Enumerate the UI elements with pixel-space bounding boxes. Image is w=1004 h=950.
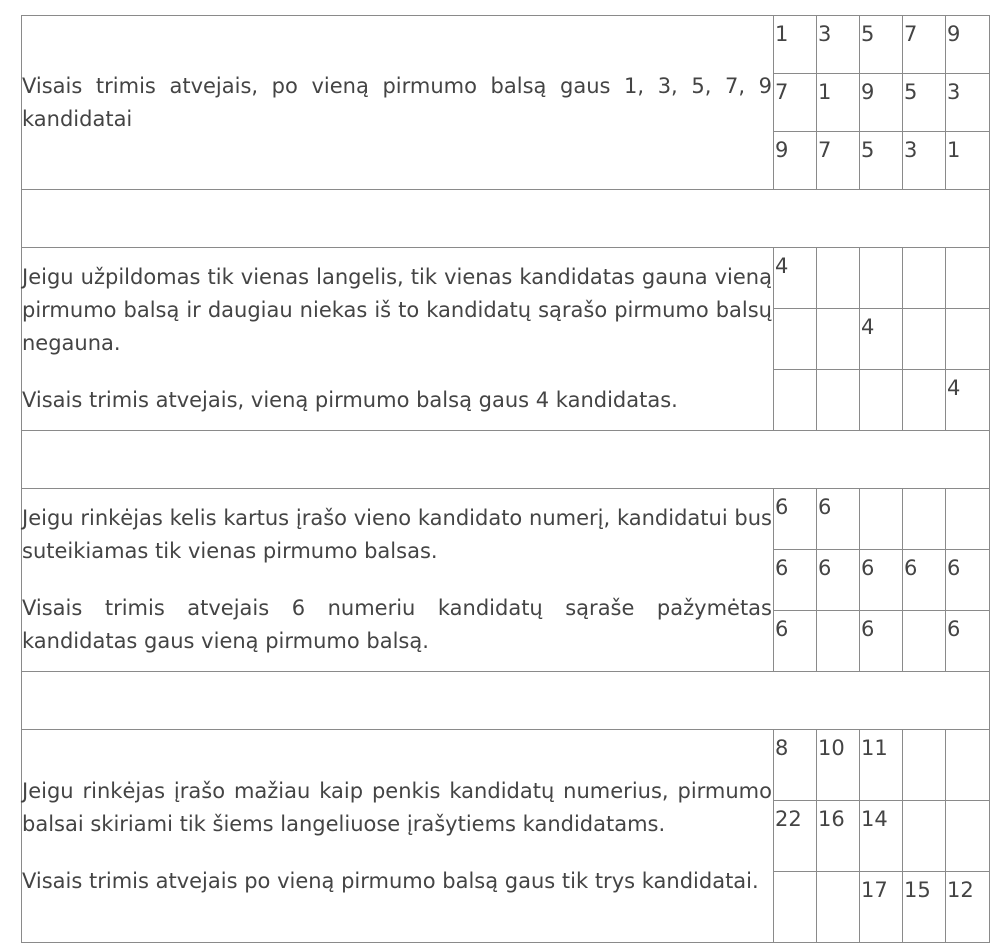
candidate-number-cell: 4	[946, 370, 990, 431]
ballot-row	[22, 248, 990, 309]
description-paragraph: Visais trimis atvejais, po vieną pirmumo balsą gaus 1, 3, 5, 7, 9 kandidatai	[22, 73, 772, 131]
example-description	[22, 16, 774, 190]
candidate-number-cell	[946, 801, 990, 872]
candidate-number-cell: 16	[817, 801, 860, 872]
candidate-number-cell: 6	[946, 550, 990, 611]
candidate-number-cell: 7	[774, 74, 817, 132]
spacer-cell	[22, 672, 990, 730]
candidate-number-cell: 15	[903, 872, 946, 943]
candidate-number-cell: 14	[860, 801, 903, 872]
spacer-row	[22, 672, 990, 730]
candidate-number-cell: 9	[774, 132, 817, 190]
candidate-number-cell	[903, 730, 946, 801]
candidate-number-cell	[903, 801, 946, 872]
candidate-number-cell	[860, 489, 903, 550]
candidate-number-cell: 3	[946, 74, 990, 132]
candidate-number-cell	[817, 248, 860, 309]
candidate-number-cell	[903, 611, 946, 672]
candidate-number-cell: 3	[903, 132, 946, 190]
candidate-number-cell: 4	[774, 248, 817, 309]
candidate-number-cell: 6	[774, 550, 817, 611]
candidate-number-cell	[903, 248, 946, 309]
candidate-number-cell	[774, 370, 817, 431]
candidate-number-cell: 6	[860, 550, 903, 611]
candidate-number-cell	[903, 309, 946, 370]
spacer-row	[22, 190, 990, 248]
candidate-number-cell	[774, 872, 817, 943]
candidate-number-cell: 4	[860, 309, 903, 370]
candidate-number-cell	[774, 309, 817, 370]
candidate-number-cell: 1	[774, 16, 817, 74]
candidate-number-cell: 22	[774, 801, 817, 872]
description-paragraph: Jeigu rinkėjas kelis kartus įrašo vieno kandidato numerį, kandidatui bus suteikiamas tik vienas pirmumo balsas.	[22, 506, 772, 563]
ballot-row	[22, 489, 990, 550]
candidate-number-cell: 11	[860, 730, 903, 801]
candidate-number-cell: 6	[860, 611, 903, 672]
spacer-cell	[22, 431, 990, 489]
description-paragraph: Jeigu užpildomas tik vienas langelis, tik vienas kandidatas gauna vieną pirmumo balsą ir daugiau niekas iš to kandidatų sąrašo pirmumo balsų negauna.	[22, 265, 772, 355]
candidate-number-cell: 6	[774, 611, 817, 672]
candidate-number-cell: 5	[860, 132, 903, 190]
candidate-number-cell: 5	[860, 16, 903, 74]
candidate-number-cell: 6	[774, 489, 817, 550]
candidate-number-cell: 8	[774, 730, 817, 801]
candidate-number-cell	[817, 309, 860, 370]
candidate-number-cell: 5	[903, 74, 946, 132]
description-paragraph: Visais trimis atvejais, vieną pirmumo balsą gaus 4 kandidatas.	[22, 388, 678, 412]
example-description	[22, 489, 774, 672]
spacer-row	[22, 431, 990, 489]
candidate-number-cell: 10	[817, 730, 860, 801]
candidate-number-cell: 12	[946, 872, 990, 943]
candidate-number-cell	[817, 872, 860, 943]
candidate-number-cell: 9	[946, 16, 990, 74]
example-description	[22, 248, 774, 431]
description-paragraph: Visais trimis atvejais 6 numeriu kandidatų sąraše pažymėtas kandidatas gaus vieną pirmumo balsą.	[22, 596, 772, 653]
candidate-number-cell: 6	[817, 550, 860, 611]
candidate-number-cell: 7	[817, 132, 860, 190]
example-description	[22, 730, 774, 943]
candidate-number-cell: 1	[946, 132, 990, 190]
candidate-number-cell	[946, 730, 990, 801]
candidate-number-cell: 6	[903, 550, 946, 611]
candidate-number-cell: 7	[903, 16, 946, 74]
candidate-number-cell	[903, 370, 946, 431]
spacer-cell	[22, 190, 990, 248]
candidate-number-cell: 17	[860, 872, 903, 943]
ballot-row	[22, 16, 990, 74]
candidate-number-cell: 3	[817, 16, 860, 74]
candidate-number-cell	[817, 611, 860, 672]
candidate-number-cell: 1	[817, 74, 860, 132]
candidate-number-cell	[860, 248, 903, 309]
description-paragraph: Visais trimis atvejais po vieną pirmumo balsą gaus tik trys kandidatai.	[22, 868, 759, 893]
candidate-number-cell	[946, 489, 990, 550]
candidate-number-cell: 9	[860, 74, 903, 132]
candidate-number-cell	[860, 370, 903, 431]
description-paragraph: Jeigu rinkėjas įrašo mažiau kaip penkis kandidatų numerius, pirmumo balsai skiriami tik šiems langeliuose įrašytiems kandidatams.	[22, 778, 772, 836]
candidate-number-cell	[903, 489, 946, 550]
candidate-number-cell	[817, 370, 860, 431]
candidate-number-cell	[946, 309, 990, 370]
voting-examples-table	[21, 15, 990, 943]
ballot-row	[22, 730, 990, 801]
candidate-number-cell	[946, 248, 990, 309]
candidate-number-cell: 6	[946, 611, 990, 672]
candidate-number-cell: 6	[817, 489, 860, 550]
